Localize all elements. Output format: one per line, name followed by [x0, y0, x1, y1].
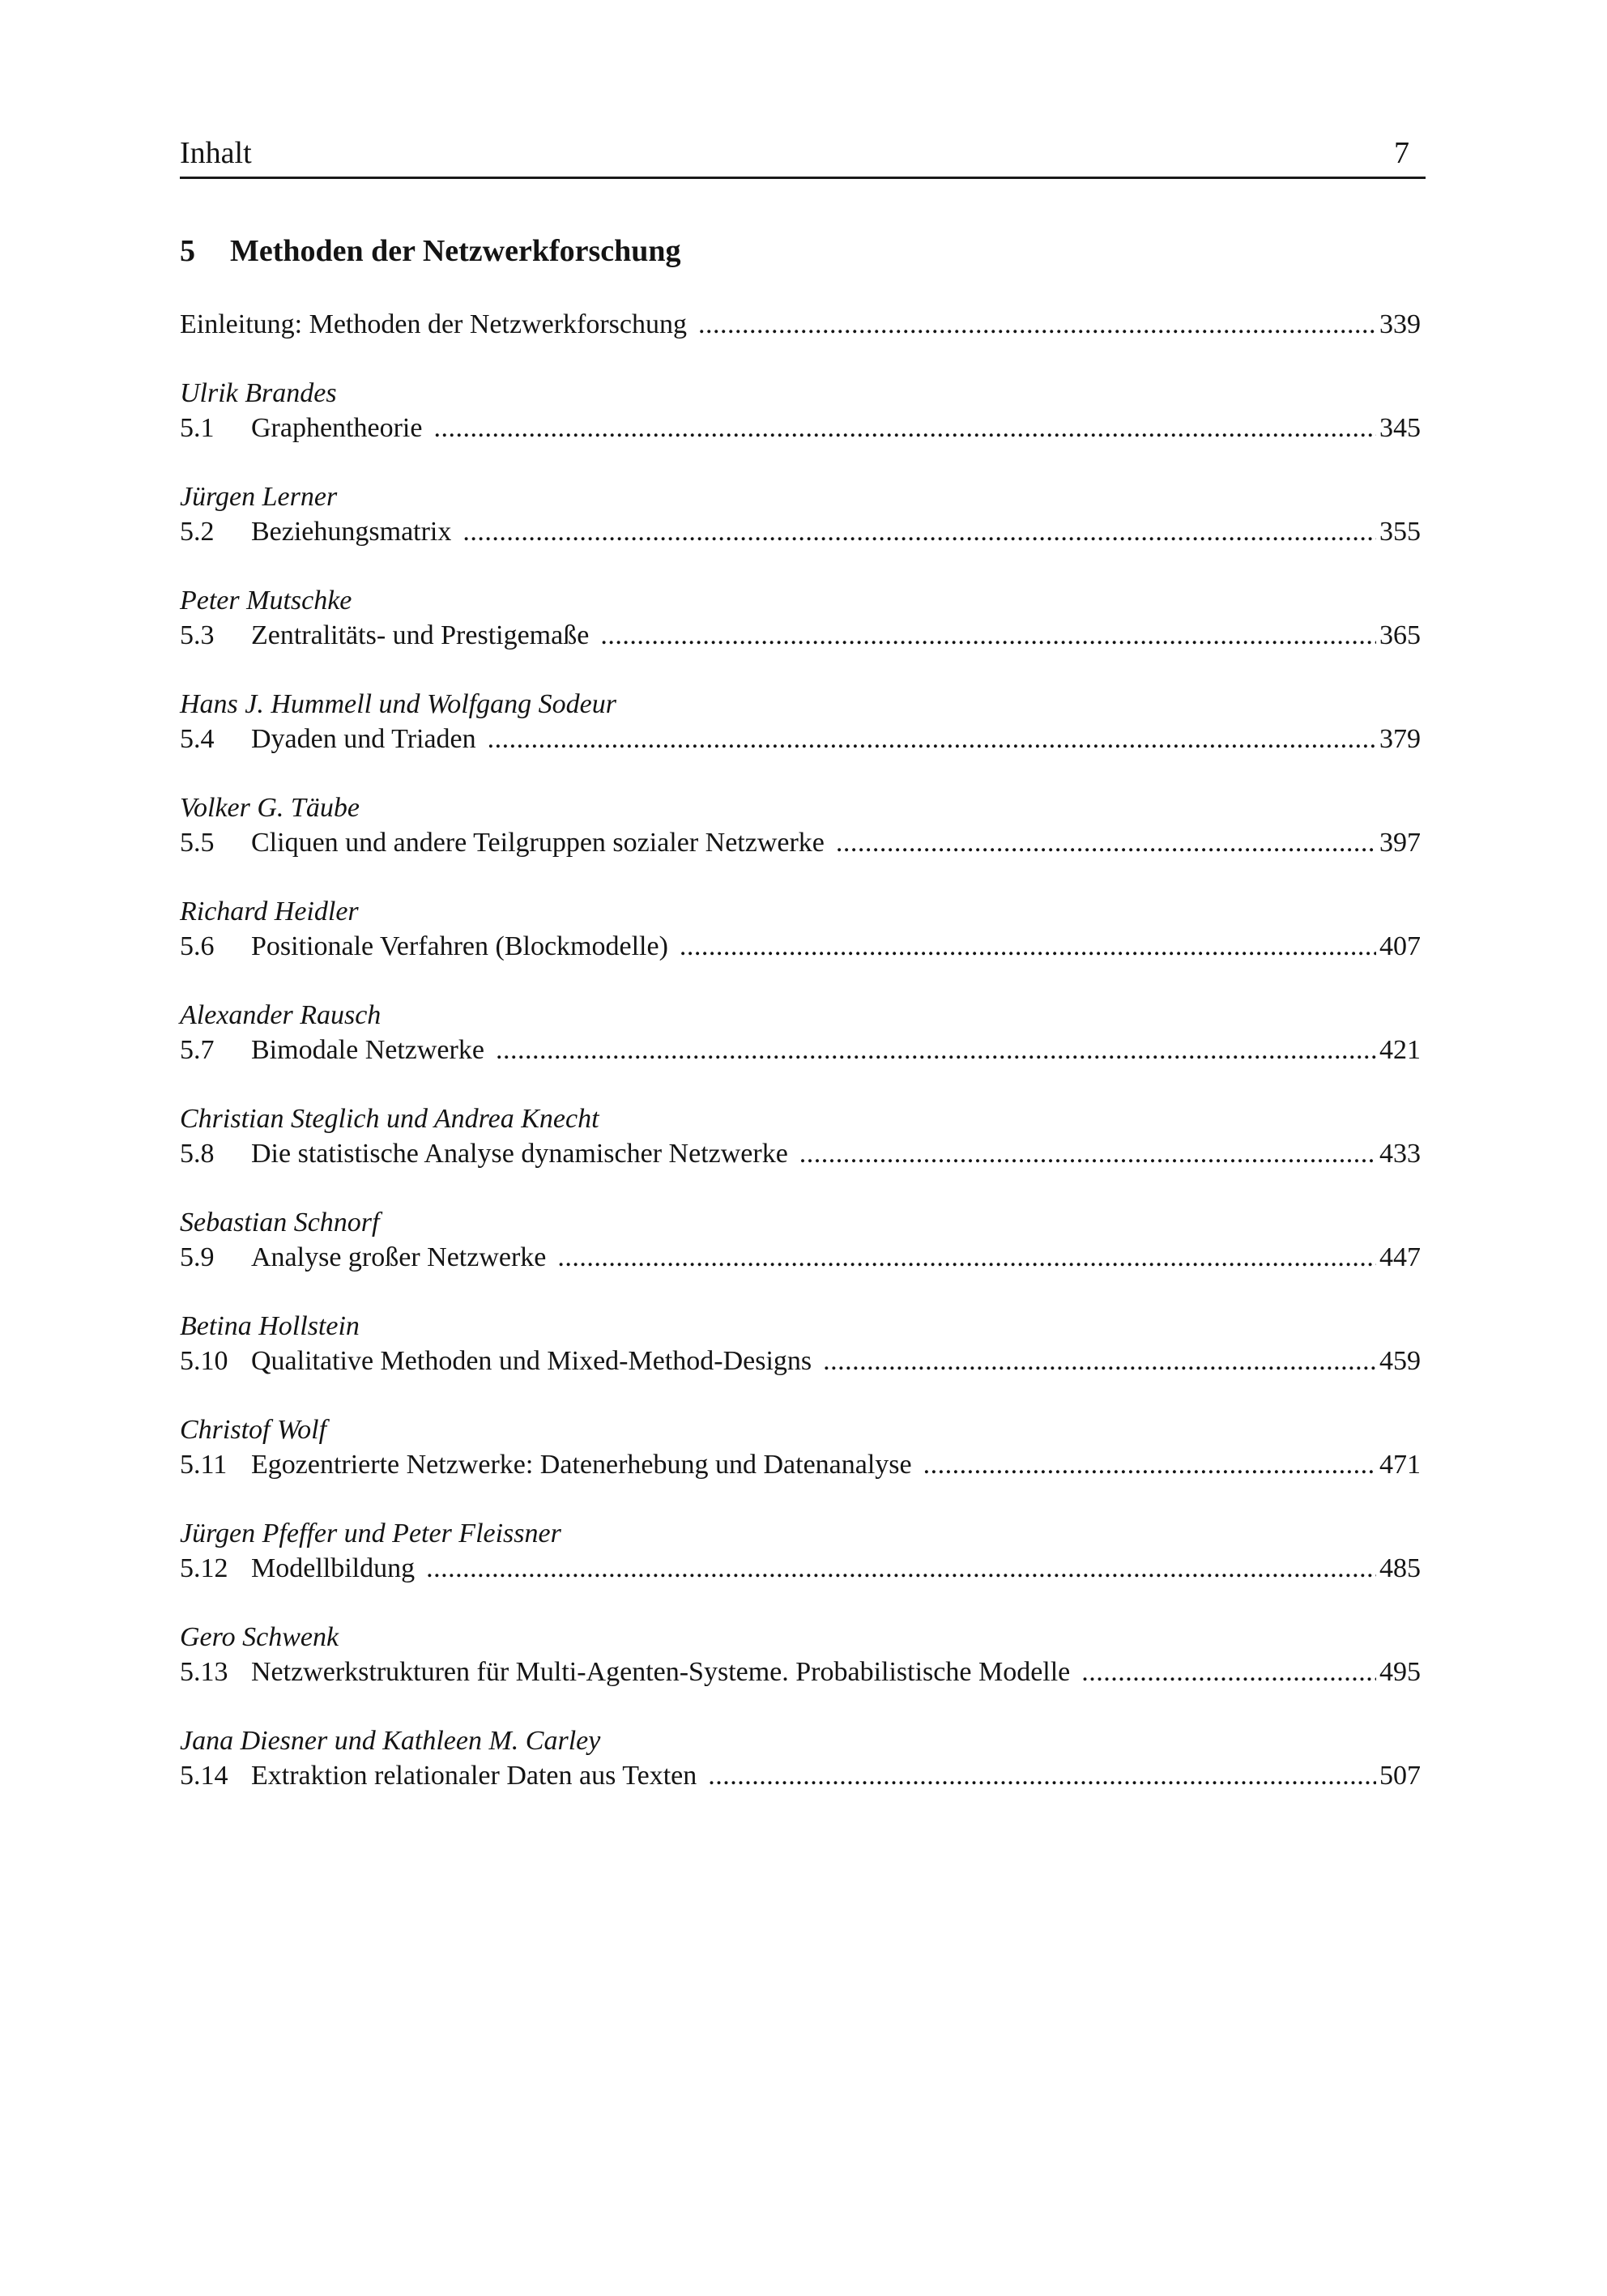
toc-entry-block	[180, 584, 1426, 654]
leader-dots	[680, 929, 1376, 965]
toc-entry-block	[180, 1206, 1426, 1276]
entry-author: Volker G. Täube	[180, 793, 360, 823]
toc-entry-block	[180, 377, 1426, 446]
entry-author: Jürgen Lerner	[180, 482, 338, 512]
section-number: 5.13	[180, 1657, 228, 1687]
running-head-title: Inhalt	[180, 136, 252, 170]
entry-title: Bimodale Netzwerke	[251, 1035, 484, 1065]
entry-title: Die statistische Analyse dynamischer Netzwerke	[251, 1139, 788, 1169]
leader-dots	[698, 307, 1376, 343]
toc-entry[interactable]	[180, 1758, 1426, 1794]
entry-title: Dyaden und Triaden	[251, 724, 476, 754]
entry-page: 421	[1379, 1035, 1421, 1065]
entry-author: Richard Heidler	[180, 897, 359, 926]
entry-title: Netzwerkstrukturen für Multi-Agenten-Systeme. Probabilistische Modelle	[251, 1657, 1071, 1687]
toc-entry[interactable]	[180, 1240, 1426, 1276]
section-number: 5.3	[180, 620, 215, 650]
toc-entry[interactable]	[180, 825, 1426, 861]
entry-page: 471	[1379, 1450, 1421, 1480]
toc-entry[interactable]	[180, 1033, 1426, 1068]
entry-title-wrap	[180, 722, 476, 757]
toc-entry[interactable]	[180, 1655, 1426, 1690]
toc-entry-block	[180, 1517, 1426, 1587]
entry-title-wrap	[180, 1655, 1070, 1690]
entry-author: Gero Schwenk	[180, 1622, 339, 1652]
entry-title: Modellbildung	[251, 1553, 416, 1583]
toc-entry-block	[180, 1102, 1426, 1172]
entry-title: Cliquen und andere Teilgruppen sozialer Netzwerke	[251, 828, 825, 858]
toc-entry[interactable]	[180, 1551, 1426, 1587]
toc-page	[180, 138, 1426, 1794]
entry-title: Beziehungsmatrix	[251, 517, 452, 547]
section-number: 5.4	[180, 724, 215, 754]
leader-dots	[488, 722, 1376, 757]
toc-entry-intro[interactable]	[180, 307, 1426, 343]
leader-dots	[557, 1240, 1376, 1276]
entry-title-wrap	[180, 514, 451, 550]
entry-author: Christian Steglich und Andrea Knecht	[180, 1104, 599, 1134]
chapter-number: 5	[180, 234, 195, 268]
leader-dots	[836, 825, 1376, 861]
leader-dots	[923, 1447, 1376, 1483]
entry-title-wrap	[180, 1240, 546, 1276]
entry-author: Alexander Rausch	[180, 1000, 382, 1030]
chapter-title: Methoden der Netzwerkforschung	[230, 234, 681, 268]
section-number: 5.8	[180, 1139, 215, 1169]
leader-dots	[708, 1758, 1376, 1794]
section-number: 5.9	[180, 1242, 215, 1272]
toc-entry[interactable]	[180, 1344, 1426, 1379]
entry-page: 485	[1379, 1553, 1421, 1583]
leader-dots	[1081, 1655, 1376, 1690]
entry-author: Ulrik Brandes	[180, 378, 337, 408]
entry-page: 407	[1379, 931, 1421, 961]
toc-entry[interactable]	[180, 618, 1426, 654]
entry-page: 355	[1379, 517, 1421, 547]
toc-entry[interactable]	[180, 1136, 1426, 1172]
entry-page: 459	[1379, 1346, 1421, 1376]
toc-entry-block	[180, 480, 1426, 550]
entry-title: Zentralitäts- und Prestigemaße	[251, 620, 590, 650]
entry-title-wrap	[180, 1033, 484, 1068]
entry-title: Egozentrierte Netzwerke: Datenerhebung und Datenanalyse	[251, 1450, 912, 1480]
toc-entry[interactable]	[180, 722, 1426, 757]
entry-author: Christof Wolf	[180, 1415, 327, 1445]
entry-page: 397	[1379, 828, 1421, 858]
entry-title: Einleitung: Methoden der Netzwerkforschung	[180, 309, 687, 339]
toc-entry-block	[180, 1310, 1426, 1379]
toc-entry[interactable]	[180, 1447, 1426, 1483]
entry-page: 447	[1379, 1242, 1421, 1272]
leader-dots	[462, 514, 1376, 550]
entry-title: Qualitative Methoden und Mixed-Method-Designs	[251, 1346, 812, 1376]
section-number: 5.10	[180, 1346, 228, 1376]
toc-entry-block	[180, 999, 1426, 1068]
entry-page: 339	[1379, 309, 1421, 339]
entry-title: Positionale Verfahren (Blockmodelle)	[251, 931, 668, 961]
entry-page: 345	[1379, 413, 1421, 443]
entry-page: 507	[1379, 1761, 1421, 1791]
entry-title-wrap	[180, 411, 422, 446]
leader-dots	[433, 411, 1376, 446]
toc-entry-block	[180, 791, 1426, 861]
entry-page: 495	[1379, 1657, 1421, 1687]
entry-title-wrap	[180, 1551, 415, 1587]
section-number: 5.5	[180, 828, 215, 858]
entry-page: 365	[1379, 620, 1421, 650]
entry-page: 379	[1379, 724, 1421, 754]
section-number: 5.1	[180, 413, 215, 443]
entry-title: Graphentheorie	[251, 413, 423, 443]
toc-entry-block	[180, 1621, 1426, 1690]
leader-dots	[496, 1033, 1376, 1068]
section-number: 5.12	[180, 1553, 228, 1583]
entry-title-wrap	[180, 825, 825, 861]
entry-title-wrap	[180, 618, 589, 654]
section-number: 5.6	[180, 931, 215, 961]
entry-title-wrap	[180, 1758, 697, 1794]
toc-entry-block	[180, 895, 1426, 965]
section-number: 5.11	[180, 1450, 228, 1480]
entry-author: Betina Hollstein	[180, 1311, 360, 1341]
toc-entry[interactable]	[180, 411, 1426, 446]
chapter-heading	[180, 236, 1426, 266]
entry-author: Jana Diesner und Kathleen M. Carley	[180, 1726, 601, 1756]
entry-title-wrap	[180, 1447, 912, 1483]
toc-entry-block	[180, 1724, 1426, 1794]
entry-title: Extraktion relationaler Daten aus Texten	[251, 1761, 697, 1791]
toc-entry-block	[180, 1413, 1426, 1483]
entry-author: Jürgen Pfeffer und Peter Fleissner	[180, 1519, 561, 1548]
entry-title-wrap	[180, 1136, 788, 1172]
entry-title-wrap	[180, 929, 668, 965]
entry-title: Analyse großer Netzwerke	[251, 1242, 547, 1272]
entry-title-wrap	[180, 1344, 812, 1379]
toc-entry-block	[180, 688, 1426, 757]
page-number: 7	[1394, 136, 1409, 170]
section-number: 5.14	[180, 1761, 228, 1791]
toc-entry[interactable]	[180, 929, 1426, 965]
leader-dots	[600, 618, 1376, 654]
leader-dots	[426, 1551, 1376, 1587]
toc-entry[interactable]	[180, 514, 1426, 550]
entry-page: 433	[1379, 1139, 1421, 1169]
toc-entries	[180, 377, 1426, 1794]
running-head	[180, 138, 1426, 179]
leader-dots	[799, 1136, 1376, 1172]
entry-author: Peter Mutschke	[180, 586, 352, 616]
section-number: 5.7	[180, 1035, 215, 1065]
entry-author: Sebastian Schnorf	[180, 1208, 380, 1237]
leader-dots	[823, 1344, 1376, 1379]
section-number: 5.2	[180, 517, 215, 547]
entry-author: Hans J. Hummell und Wolfgang Sodeur	[180, 689, 616, 719]
